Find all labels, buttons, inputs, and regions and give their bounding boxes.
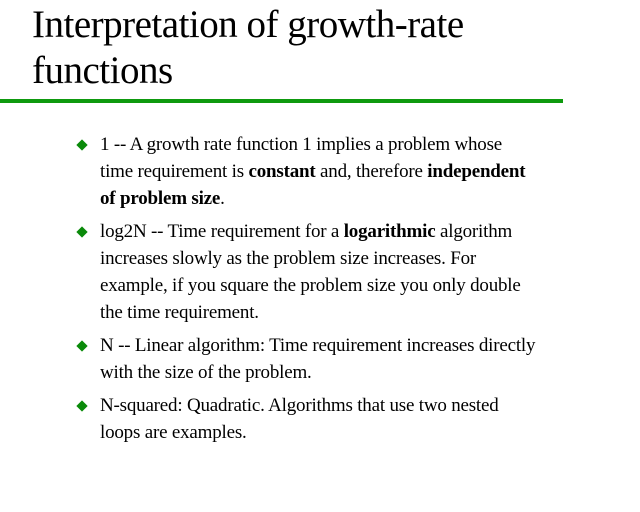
bullet-list xyxy=(78,131,618,452)
bold-term: logarithmic xyxy=(343,221,436,242)
slide-title xyxy=(32,2,622,94)
bullet-item xyxy=(78,218,618,326)
diamond-icon xyxy=(76,139,87,150)
slide-title-line: Interpretation of growth-rate xyxy=(32,3,464,46)
bullet-item xyxy=(78,332,618,386)
diamond-icon xyxy=(76,226,87,237)
bullet-line: N-squared: Quadratic. Algorithms that use two nested xyxy=(100,395,499,416)
bullet-line: example, if you square the problem size you only double xyxy=(100,275,521,296)
diamond-icon xyxy=(76,400,87,411)
slide-title-line: functions xyxy=(32,49,173,92)
bullet-line: time requirement is constant and, therefore independent xyxy=(100,161,526,182)
bullet-line: log2N -- Time requirement for a logarithmic algorithm xyxy=(100,221,513,242)
bullet-line: of problem size. xyxy=(100,188,225,209)
bullet-line: with the size of the problem. xyxy=(100,362,312,383)
bullet-line: increases slowly as the problem size increases. For xyxy=(100,248,477,269)
diamond-icon xyxy=(76,340,87,351)
bullet-item xyxy=(78,392,618,446)
title-divider xyxy=(0,99,563,103)
bold-term: of problem size xyxy=(100,188,221,209)
bullet-line: the time requirement. xyxy=(100,302,259,323)
bullet-item xyxy=(78,131,618,212)
bullet-line: 1 -- A growth rate function 1 implies a problem whose xyxy=(100,134,503,155)
bullet-line: N -- Linear algorithm: Time requirement increases directly xyxy=(100,335,536,356)
bold-term: constant xyxy=(248,161,316,182)
bullet-line: loops are examples. xyxy=(100,422,247,443)
bold-term: independent xyxy=(427,161,526,182)
